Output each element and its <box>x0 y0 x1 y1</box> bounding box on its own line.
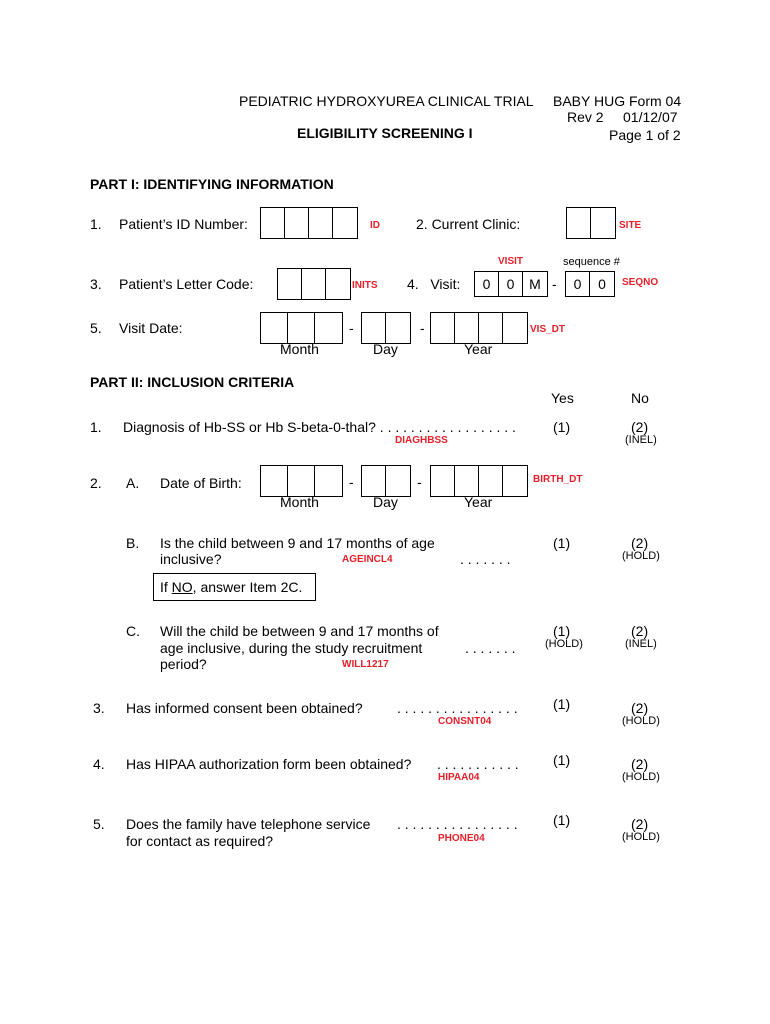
visit-dash: - <box>552 276 557 292</box>
birth-dt-code: BIRTH_DT <box>533 474 583 485</box>
q2b-line2: inclusive? <box>160 551 222 567</box>
q2c-line1: Will the child be between 9 and 17 months of <box>160 623 439 639</box>
seq-box[interactable]: 0 <box>598 276 606 292</box>
hipaa04-code: HIPAA04 <box>438 772 480 783</box>
seq-box[interactable]: 0 <box>566 272 590 296</box>
phone-question-line1: Does the family have telephone service <box>126 816 371 832</box>
consent-question: Has informed consent been obtained? <box>126 700 363 716</box>
day-label: Day <box>373 494 398 510</box>
year-box[interactable] <box>455 313 479 343</box>
form-revision: Rev 2 01/12/07 <box>567 109 678 125</box>
date-dash: - <box>349 474 354 490</box>
id-box[interactable] <box>309 208 333 238</box>
day-box[interactable] <box>362 313 386 343</box>
ageincl4-code: AGEINCL4 <box>342 554 393 565</box>
sequence-label: sequence # <box>563 256 620 268</box>
day-label: Day <box>373 341 398 357</box>
month-box[interactable] <box>261 466 288 496</box>
consnt04-code: CONSNT04 <box>438 716 492 727</box>
patient-id-label: Patient’s ID Number: <box>119 216 248 232</box>
q2c-no-option[interactable]: (2) <box>631 623 649 639</box>
p2-q4-number: 4. <box>93 756 105 772</box>
year-box[interactable] <box>431 313 455 343</box>
id-code: ID <box>370 220 380 231</box>
yes-header: Yes <box>551 390 574 406</box>
visit-month-boxes[interactable] <box>260 312 343 344</box>
skip-instruction <box>153 573 316 601</box>
form-title: ELIGIBILITY SCREENING I <box>297 125 473 141</box>
visit-day-boxes[interactable] <box>361 312 411 344</box>
visit-box[interactable]: M <box>529 276 541 292</box>
dot-leader: . . . . . . . <box>465 640 516 656</box>
note-no: NO <box>171 579 193 595</box>
vis-dt-code: VIS_DT <box>530 324 566 335</box>
consent-no-option[interactable]: (2) <box>631 700 649 716</box>
hipaa-question: Has HIPAA authorization form been obtained? <box>126 756 412 772</box>
visit-date-label: Visit Date: <box>119 320 183 336</box>
month-label: Month <box>280 341 319 357</box>
part1-heading: PART I: IDENTIFYING INFORMATION <box>90 176 334 192</box>
part2-heading: PART II: INCLUSION CRITERIA <box>90 374 295 390</box>
letter-box[interactable] <box>326 269 350 299</box>
dob-year-boxes[interactable] <box>430 465 528 497</box>
current-clinic-label: 2. Current Clinic: <box>416 216 521 232</box>
year-label: Year <box>464 341 493 357</box>
visit-code: VISIT <box>498 256 524 267</box>
hipaa-no-option[interactable]: (2) <box>631 756 649 772</box>
trial-title: PEDIATRIC HYDROXYUREA CLINICAL TRIAL <box>239 93 534 109</box>
q2b-no-option[interactable]: (2) <box>631 535 649 551</box>
q2b-letter: B. <box>126 535 140 551</box>
letter-box[interactable] <box>302 269 326 299</box>
hipaa-yes-option[interactable]: (1) <box>553 752 571 768</box>
will1217-code: WILL1217 <box>342 659 389 670</box>
id-box[interactable] <box>285 208 309 238</box>
id-box[interactable] <box>333 208 357 238</box>
visit-year-boxes[interactable] <box>430 312 528 344</box>
inel-note: (INEL) <box>625 638 657 650</box>
q2c-line3: period? <box>160 656 207 672</box>
day-box[interactable] <box>362 466 386 496</box>
diagnosis-yes-option[interactable]: (1) <box>553 419 571 435</box>
dot-leader: . . . . . . . . . . . <box>437 756 519 772</box>
month-label: Month <box>280 494 319 510</box>
inel-note: (INEL) <box>625 434 657 446</box>
phone-question-line2: for contact as required? <box>126 833 274 849</box>
p2-q3-number: 3. <box>93 700 105 716</box>
patient-id-boxes[interactable] <box>260 207 358 239</box>
year-box[interactable] <box>455 466 479 496</box>
visit-label: 4. Visit: <box>407 276 461 292</box>
note-prefix: If <box>160 579 172 595</box>
diagnosis-question: Diagnosis of Hb-SS or Hb S-beta-0-thal? . . . . . . . . . . . . . . . . . . <box>123 419 516 435</box>
clinic-box[interactable] <box>591 208 615 238</box>
dot-leader: . . . . . . . <box>460 551 511 567</box>
date-dash: - <box>417 474 422 490</box>
seqno-code: SEQNO <box>622 277 659 288</box>
q2c-letter: C. <box>126 623 140 639</box>
q1-number: 1. <box>90 216 102 232</box>
clinic-boxes[interactable] <box>566 207 616 239</box>
id-box[interactable] <box>261 208 285 238</box>
p2-q2-number: 2. <box>90 475 102 491</box>
site-code: SITE <box>619 220 642 231</box>
dot-leader: . . . . . . . . . . . . . . . . <box>397 816 518 832</box>
month-box[interactable] <box>261 313 288 343</box>
q3-number: 3. <box>90 276 102 292</box>
hold-note: (HOLD) <box>545 638 583 650</box>
visit-box[interactable]: 0 <box>499 272 523 296</box>
date-dash: - <box>349 320 354 336</box>
year-box[interactable] <box>431 466 455 496</box>
hold-note: (HOLD) <box>622 771 660 783</box>
sequence-boxes[interactable] <box>565 271 615 297</box>
q2a-letter: A. <box>126 475 140 491</box>
q2c-line2: age inclusive, during the study recruitment <box>160 640 423 656</box>
year-box[interactable] <box>479 313 503 343</box>
q5-number: 5. <box>90 320 102 336</box>
diagnosis-no-option[interactable]: (2) <box>631 419 649 435</box>
letter-box[interactable] <box>278 269 302 299</box>
phone-no-option[interactable]: (2) <box>631 816 649 832</box>
month-box[interactable] <box>288 466 315 496</box>
month-box[interactable] <box>315 313 342 343</box>
p2-q1-number: 1. <box>90 419 102 435</box>
phone04-code: PHONE04 <box>438 833 485 844</box>
q2c-yes-option[interactable]: (1) <box>553 623 571 639</box>
month-box[interactable] <box>288 313 315 343</box>
no-header: No <box>631 390 649 406</box>
q2b-yes-option[interactable]: (1) <box>553 535 571 551</box>
day-box[interactable] <box>386 466 410 496</box>
inits-code: INITS <box>352 280 378 291</box>
note-suffix: , answer Item 2C. <box>192 579 303 595</box>
form-name: BABY HUG Form 04 <box>553 93 682 109</box>
dot-leader: . . . . . . . . . . . . . . . . <box>397 700 518 716</box>
clinic-box[interactable] <box>567 208 591 238</box>
year-box[interactable] <box>503 313 527 343</box>
date-dash: - <box>420 320 425 336</box>
page-number: Page 1 of 2 <box>609 127 681 143</box>
month-box[interactable] <box>315 466 342 496</box>
year-box[interactable] <box>503 466 527 496</box>
day-box[interactable] <box>386 313 410 343</box>
year-label: Year <box>464 494 493 510</box>
dob-label: Date of Birth: <box>160 475 242 491</box>
dob-day-boxes[interactable] <box>361 465 411 497</box>
diaghbss-code: DIAGHBSS <box>395 435 448 446</box>
q2b-line1: Is the child between 9 and 17 months of age <box>160 535 435 551</box>
p2-q5-number: 5. <box>93 816 105 832</box>
hold-note: (HOLD) <box>622 550 660 562</box>
hold-note: (HOLD) <box>622 715 660 727</box>
phone-yes-option[interactable]: (1) <box>553 812 571 828</box>
consent-yes-option[interactable]: (1) <box>553 696 571 712</box>
visit-box[interactable]: 0 <box>475 272 499 296</box>
dob-month-boxes[interactable] <box>260 465 343 497</box>
letter-code-label: Patient’s Letter Code: <box>119 276 254 292</box>
letter-code-boxes[interactable] <box>277 268 351 300</box>
year-box[interactable] <box>479 466 503 496</box>
hold-note: (HOLD) <box>622 831 660 843</box>
visit-boxes[interactable] <box>474 271 548 297</box>
